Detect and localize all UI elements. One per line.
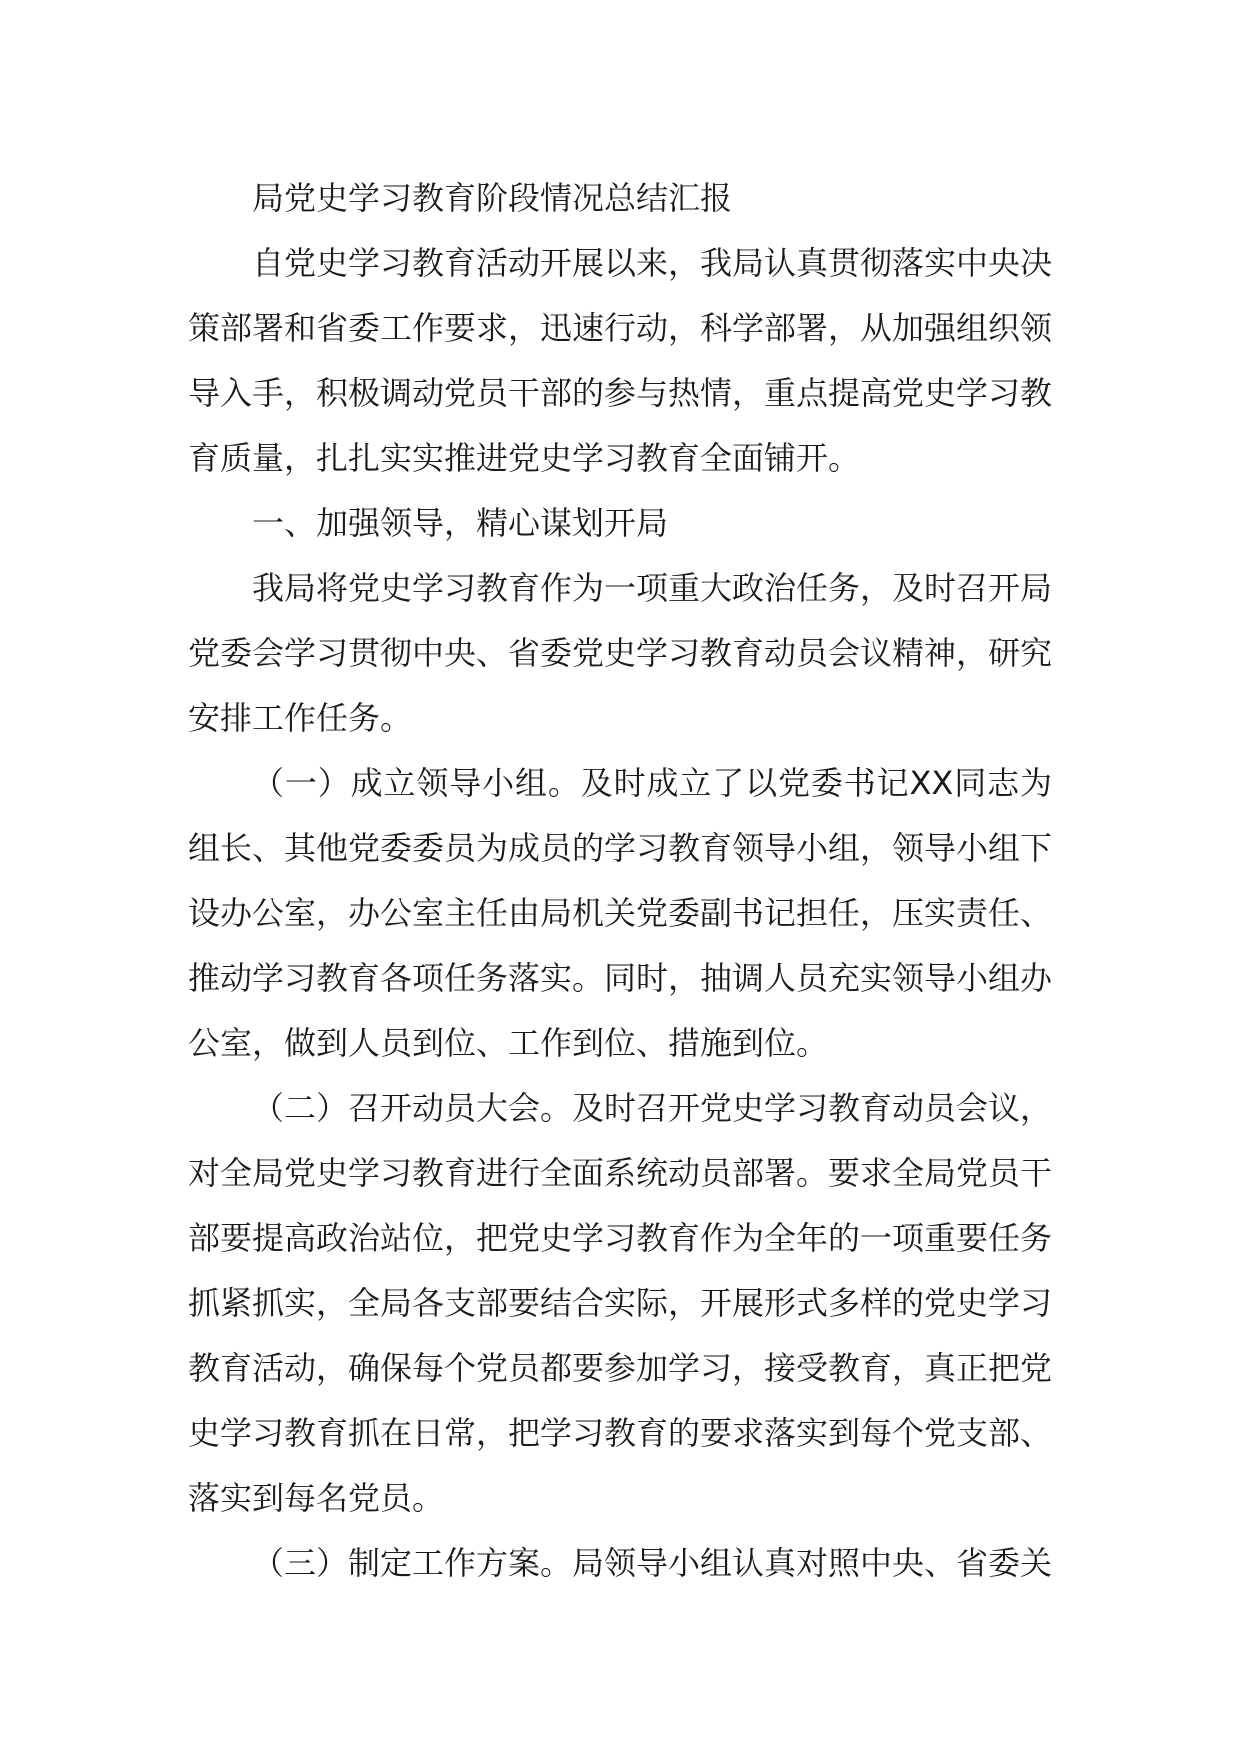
subsection-1-paragraph: （一）成立领导小组。及时成立了以党委书记XX同志为组长、其他党委委员为成员的学习教育领导小组，领导小组下设办公室，办公室主任由局机关党委副书记担任，压实责任、推动学习教育各项任务落实。同时，抽调人员充实领导小组办公室，做到人员到位、工作到位、措施到位。	[188, 764, 1053, 1062]
subsection-2-paragraph: （二）召开动员大会。及时召开党史学习教育动员会议，对全局党史学习教育进行全面系统动员部署。要求全局党员干部要提高政治站位，把党史学习教育作为全年的一项重要任务抓紧抓实，全局各支部要结合实际，开展形式多样的党史学习教育活动，确保每个党员都要参加学习，接受教育，真正把党史学习教育抓在日常，把学习教育的要求落实到每个党支部、落实到每名党员。	[188, 1089, 1053, 1517]
document-title: 局党史学习教育阶段情况总结汇报	[252, 179, 733, 217]
section-heading-1: 一、加强领导，精心谋划开局	[252, 504, 669, 542]
section-1-paragraph: 我局将党史学习教育作为一项重大政治任务，及时召开局党委会学习贯彻中央、省委党史学习教育动员会议精神，研究安排工作任务。	[188, 569, 1053, 737]
document-body	[188, 166, 1052, 1596]
intro-paragraph: 自党史学习教育活动开展以来，我局认真贯彻落实中央决策部署和省委工作要求，迅速行动，科学部署，从加强组织领导入手，积极调动党员干部的参与热情，重点提高党史学习教育质量，扎扎实实推进党史学习教育全面铺开。	[188, 244, 1053, 477]
subsection-3-paragraph: （三）制定工作方案。局领导小组认真对照中央、省委关	[252, 1544, 1053, 1582]
